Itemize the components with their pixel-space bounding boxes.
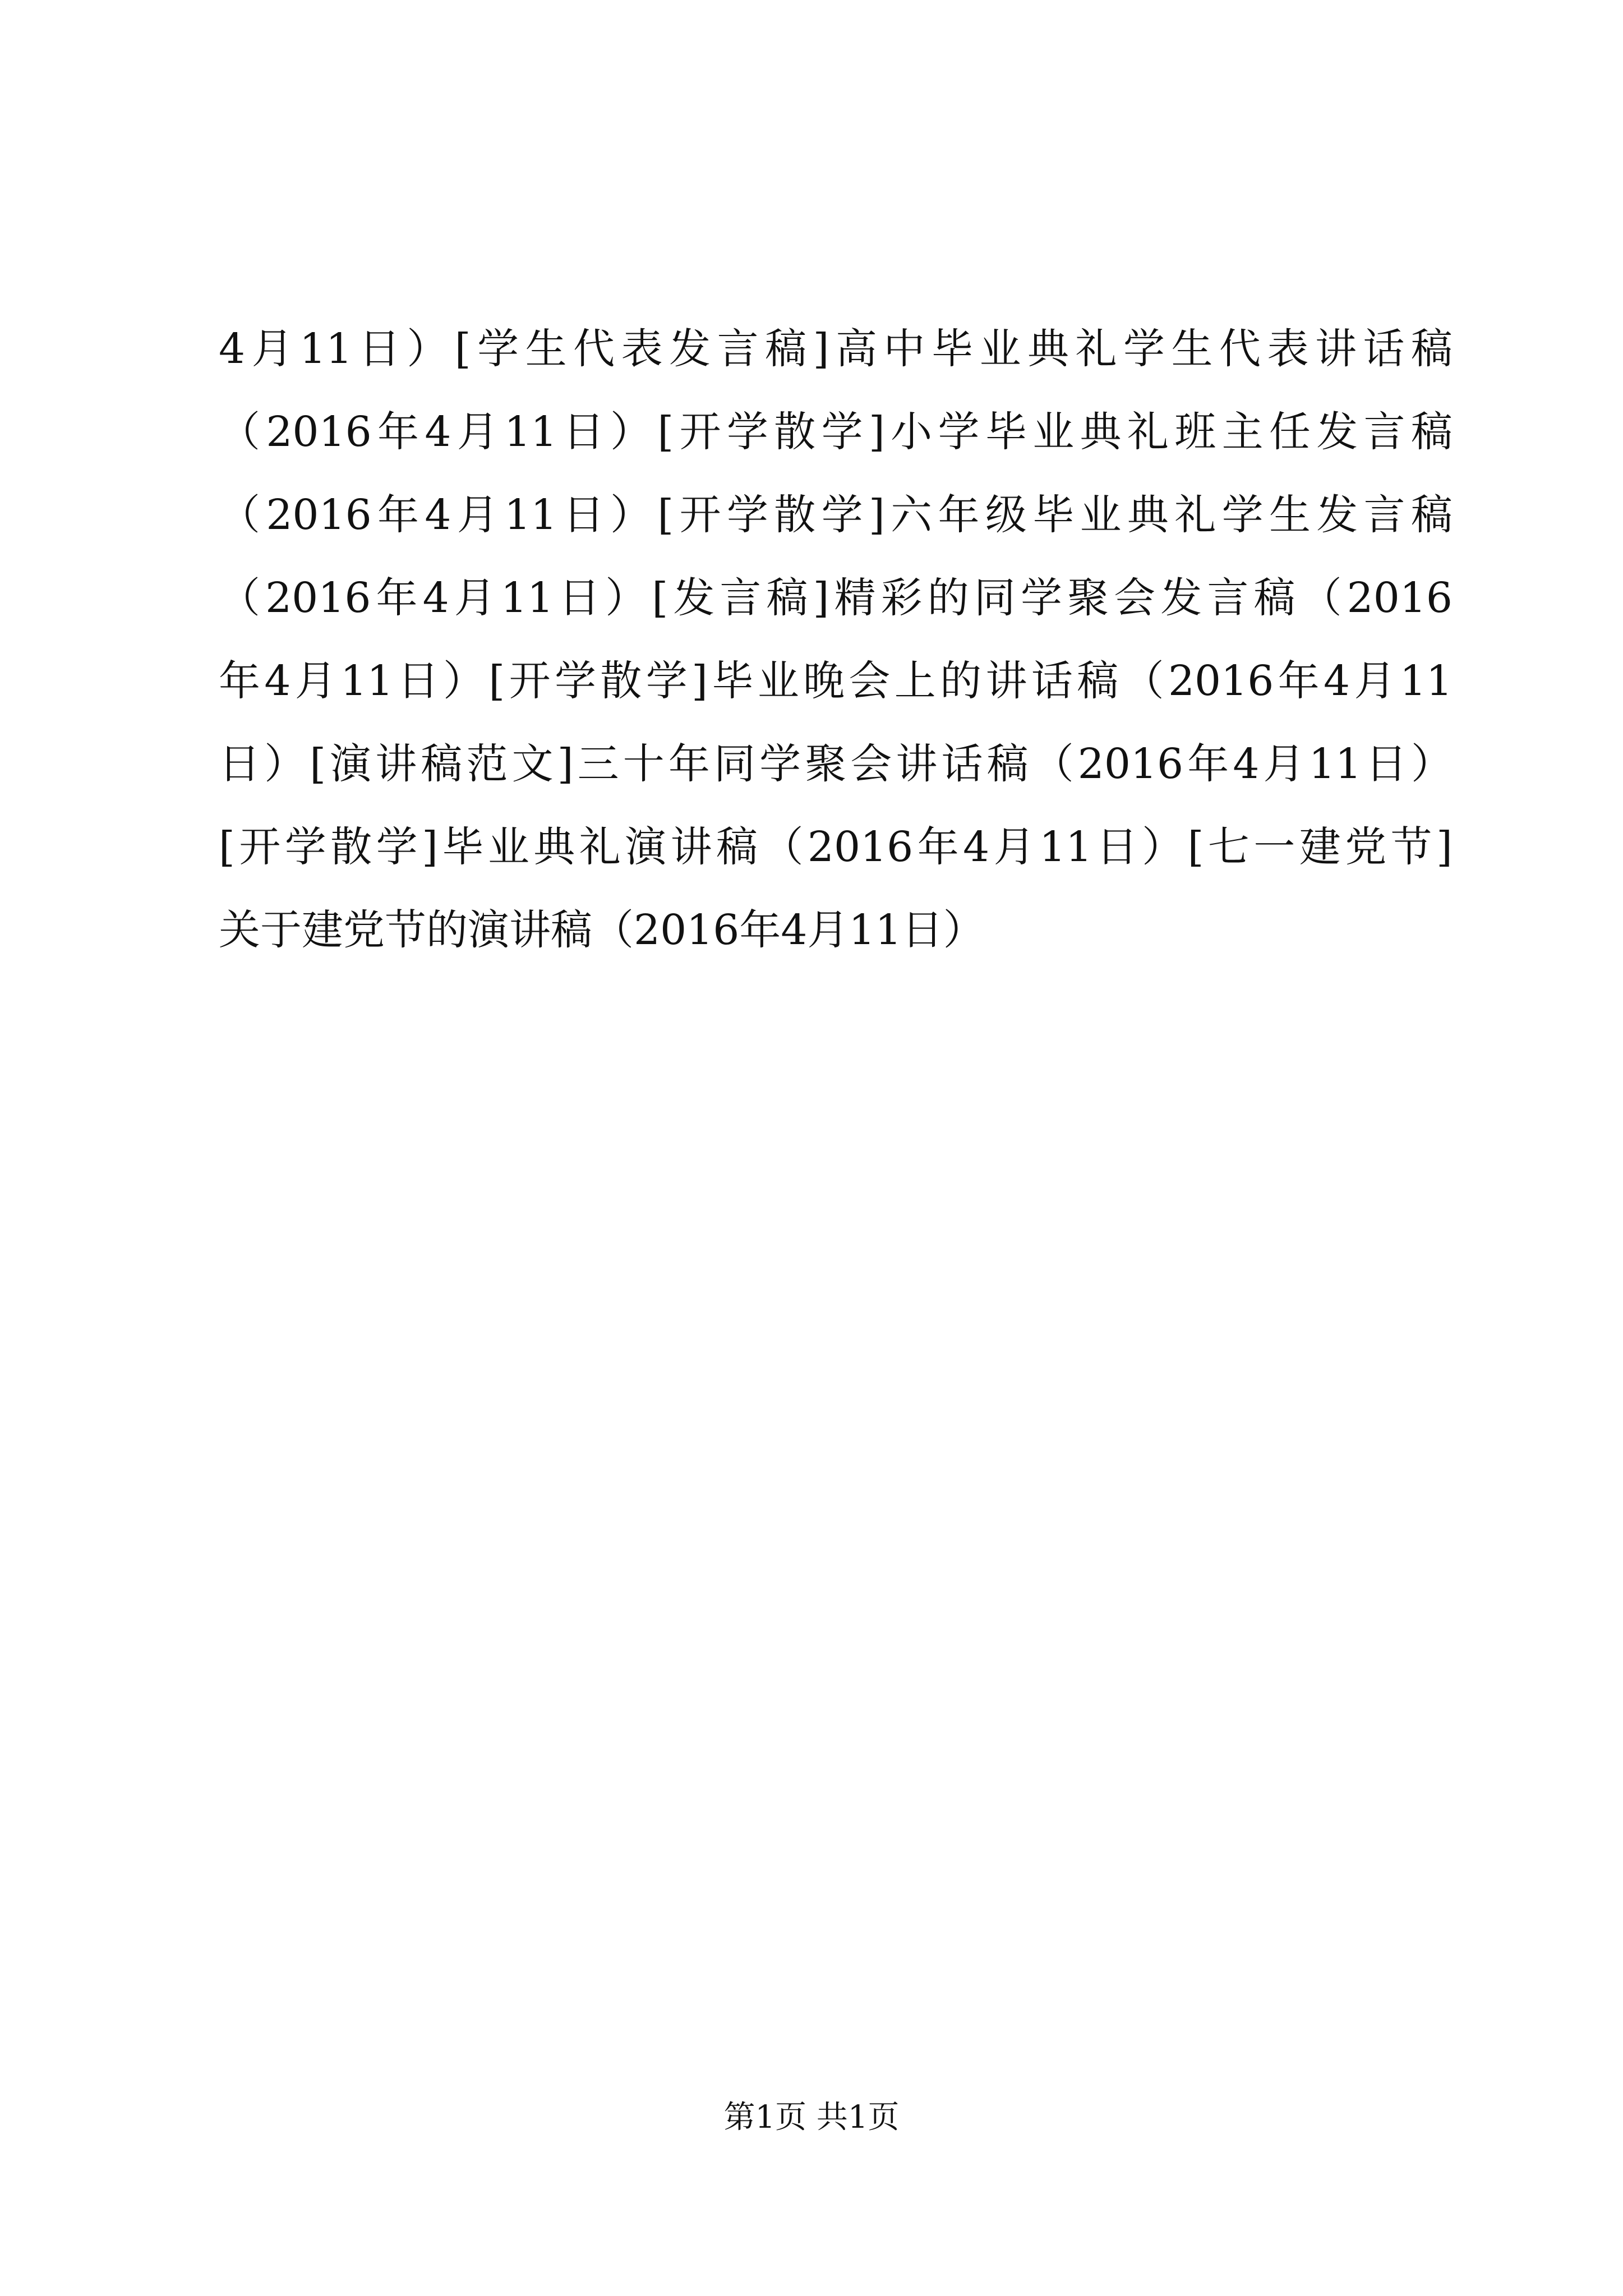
text-line: （2016年4月11日）[开学散学]小学毕业典礼班主任发言稿 bbox=[219, 408, 1453, 456]
text-line: （2016年4月11日）[发言稿]精彩的同学聚会发言稿（2016 bbox=[219, 574, 1453, 622]
text-line: 年4月11日）[开学散学]毕业晚会上的讲话稿（2016年4月11 bbox=[219, 657, 1453, 705]
text-line: 日）[演讲稿范文]三十年同学聚会讲话稿（2016年4月11日） bbox=[219, 740, 1453, 788]
page-footer: 第1页 共1页 bbox=[723, 2099, 900, 2136]
text-line: （2016年4月11日）[开学散学]六年级毕业典礼学生发言稿 bbox=[219, 491, 1453, 539]
text-line: 关于建党节的演讲稿（2016年4月11日） bbox=[219, 906, 985, 954]
text-line: [开学散学]毕业典礼演讲稿（2016年4月11日）[七一建党节] bbox=[219, 823, 1453, 871]
text-line: 4月11日）[学生代表发言稿]高中毕业典礼学生代表讲话稿 bbox=[219, 325, 1453, 373]
document-body bbox=[219, 307, 1453, 972]
